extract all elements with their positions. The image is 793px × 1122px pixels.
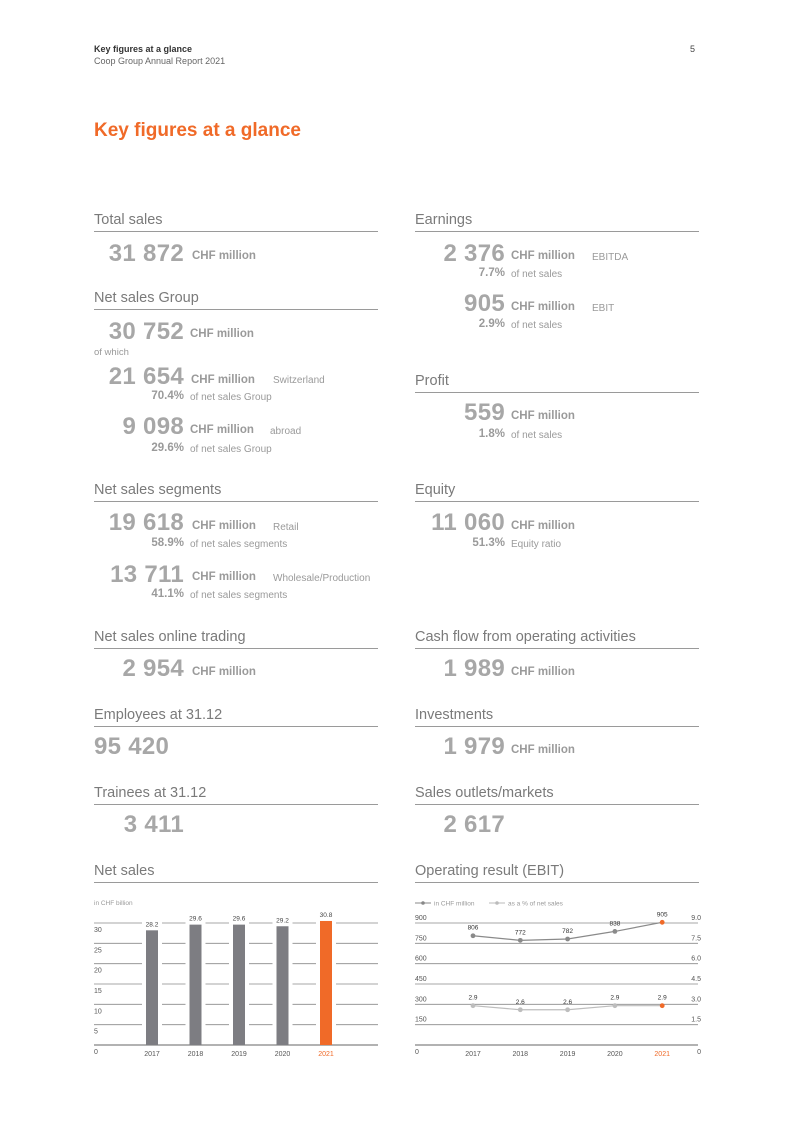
line-chart-value-label: 2.6 [515,998,525,1006]
ebit-line-chart [413,893,708,1068]
line-chart-point [518,1007,523,1012]
cash-flow-heading: Cash flow from operating activities [415,629,699,649]
line-chart-right-tick: 7.5 [691,935,701,943]
bar-chart-y-tick: 15 [94,988,102,995]
line-chart-x-tick: 2021 [654,1051,670,1058]
ebitda-pct: 7.7% [478,267,505,279]
switzerland-pct-label: of net sales Group [190,392,272,403]
bar-chart-unit-label: in CHF billion [94,900,133,907]
retail-pct-label: of net sales segments [190,539,288,550]
bar-chart-value-label: 29.2 [276,917,289,925]
bar-chart-value-label: 28.2 [145,921,159,929]
bar-chart-bar [277,926,289,1045]
ebit-pct: 2.9% [478,318,505,330]
retail-unit: CHF million [192,520,256,532]
line-chart-x-tick: 2018 [512,1051,529,1058]
line-chart-x-tick: 2017 [465,1051,481,1058]
line-chart-point [565,937,570,942]
line-chart-left-tick: 750 [415,935,427,943]
equity-pct: 51.3% [472,537,505,549]
bar-chart-y-tick: 30 [94,927,102,934]
equity-value: 11 060 [431,509,505,536]
bar-chart-x-tick: 2017 [144,1051,160,1058]
equity-heading: Equity [415,482,699,502]
wholesale-value: 13 711 [110,561,184,588]
line-chart-value-label: 772 [514,929,526,937]
legend-swatch-dot [421,901,425,905]
line-chart-x-tick: 2019 [559,1051,576,1058]
line-chart-left-tick: 600 [415,955,427,963]
line-chart-value-label: 905 [656,911,668,919]
profit-value: 559 [464,399,505,426]
ebit-chart-heading: Operating result (EBIT) [415,863,699,883]
bar-chart-y-tick: 10 [94,1008,102,1016]
line-chart-value-label: 806 [467,924,479,932]
employees-heading: Employees at 31.12 [94,707,378,727]
bar-chart-bar [146,930,158,1045]
wholesale-pct: 41.1% [151,588,184,600]
line-chart-left-tick: 300 [415,996,427,1004]
abroad-pct-label: of net sales Group [190,444,272,455]
net-sales-group-unit: CHF million [190,328,254,340]
retail-label: Retail [273,522,299,533]
bar-chart-x-tick: 2020 [274,1051,291,1058]
line-chart-right-tick: 1.5 [691,1016,701,1024]
line-chart-point [660,920,665,925]
switzerland-pct: 70.4% [151,390,184,402]
line-chart-point [660,1003,665,1008]
bar-chart-bar [190,925,202,1045]
bar-chart-value-label: 29.6 [189,915,202,923]
ebitda-pct-label: of net sales [511,269,563,280]
trainees-value: 3 411 [123,811,184,838]
total-sales-value: 31 872 [108,240,184,267]
line-chart-left-tick: 0 [415,1049,419,1056]
bar-chart-x-tick: 2018 [187,1051,204,1058]
earnings-heading: Earnings [415,212,699,232]
ebit-label: EBIT [592,303,615,314]
investments-heading: Investments [415,707,699,727]
running-header-subtitle: Coop Group Annual Report 2021 [94,56,226,66]
wholesale-pct-label: of net sales segments [190,590,288,601]
investments-value: 1 979 [443,733,505,760]
ebitda-value: 2 376 [443,240,505,267]
line-chart-point [613,929,618,934]
line-chart-left-tick: 150 [415,1016,427,1024]
cash-flow-unit: CHF million [511,666,575,678]
line-chart-right-tick: 3.0 [691,996,701,1004]
abroad-label: abroad [270,426,302,437]
online-unit: CHF million [192,666,256,678]
line-chart-value-label: 838 [609,920,621,928]
line-chart-left-tick: 900 [415,915,427,922]
retail-pct: 58.9% [151,537,184,549]
bar-chart-x-tick: 2019 [231,1051,247,1058]
total-sales-unit: CHF million [192,250,256,262]
profit-pct: 1.8% [478,428,505,440]
net-sales-segments-heading: Net sales segments [94,482,378,502]
line-chart-point [613,1003,618,1008]
line-chart-value-label: 782 [562,927,574,935]
line-chart-right-tick: 6.0 [691,955,701,963]
bar-chart-y-tick: 25 [94,947,102,955]
legend-swatch-dot [495,901,499,905]
line-chart-point [471,1003,476,1008]
ebit-value: 905 [464,290,505,317]
line-chart-value-label: 2.6 [563,998,573,1006]
bar-chart-x-tick: 2021 [318,1051,334,1058]
line-chart-right-tick: 4.5 [691,976,701,983]
profit-pct-label: of net sales [511,430,563,441]
bar-chart-bar [320,921,332,1045]
net-sales-chart-heading: Net sales [94,863,378,883]
line-chart-point [518,938,523,943]
line-chart-value-label: 2.9 [657,994,667,1002]
net-sales-group-heading: Net sales Group [94,290,378,310]
switzerland-label: Switzerland [273,375,325,386]
net-sales-group-value: 30 752 [108,318,184,345]
line-chart-point [471,933,476,938]
bar-chart-y-tick: 0 [94,1049,98,1056]
profit-heading: Profit [415,373,699,393]
bar-chart-y-tick: 20 [94,967,102,975]
line-chart-point [565,1007,570,1012]
trainees-heading: Trainees at 31.12 [94,785,378,805]
ebitda-label: EBITDA [592,252,629,263]
employees-value: 95 420 [94,733,170,760]
line-chart-value-label: 2.9 [610,994,620,1002]
running-header-title: Key figures at a glance [94,44,193,54]
bar-chart-value-label: 30.8 [319,911,333,919]
wholesale-label: Wholesale/Production [273,573,371,584]
ebit-unit: CHF million [511,301,575,313]
ebitda-unit: CHF million [511,250,575,262]
cash-flow-value: 1 989 [443,655,505,682]
line-chart-left-tick: 450 [415,976,427,983]
online-value: 2 954 [122,655,184,682]
ebit-pct-label: of net sales [511,320,563,331]
of-which-label: of which [94,347,129,358]
line-chart-right-tick: 0 [697,1049,701,1056]
equity-pct-label: Equity ratio [511,539,562,550]
wholesale-unit: CHF million [192,571,256,583]
switzerland-value: 21 654 [108,363,184,390]
online-heading: Net sales online trading [94,629,378,649]
bar-chart-y-tick: 5 [94,1028,98,1036]
bar-chart-value-label: 29.6 [232,915,246,923]
abroad-pct: 29.6% [151,442,184,454]
abroad-value: 9 098 [122,413,184,440]
page-title: Key figures at a glance [94,120,301,141]
total-sales-heading: Total sales [94,212,378,232]
investments-unit: CHF million [511,744,575,756]
equity-unit: CHF million [511,520,575,532]
page-number: 5 [690,44,696,54]
line-chart-right-tick: 9.0 [691,915,701,922]
profit-unit: CHF million [511,410,575,422]
legend-label: as a % of net sales [508,900,563,908]
net-sales-bar-chart [94,893,384,1068]
switzerland-unit: CHF million [191,374,255,386]
outlets-value: 2 617 [443,811,505,838]
retail-value: 19 618 [108,509,184,536]
abroad-unit: CHF million [190,424,254,436]
line-chart-x-tick: 2020 [607,1051,623,1058]
legend-label: in CHF million [434,900,475,908]
outlets-heading: Sales outlets/markets [415,785,699,805]
line-chart-value-label: 2.9 [468,994,478,1002]
bar-chart-bar [233,925,245,1045]
